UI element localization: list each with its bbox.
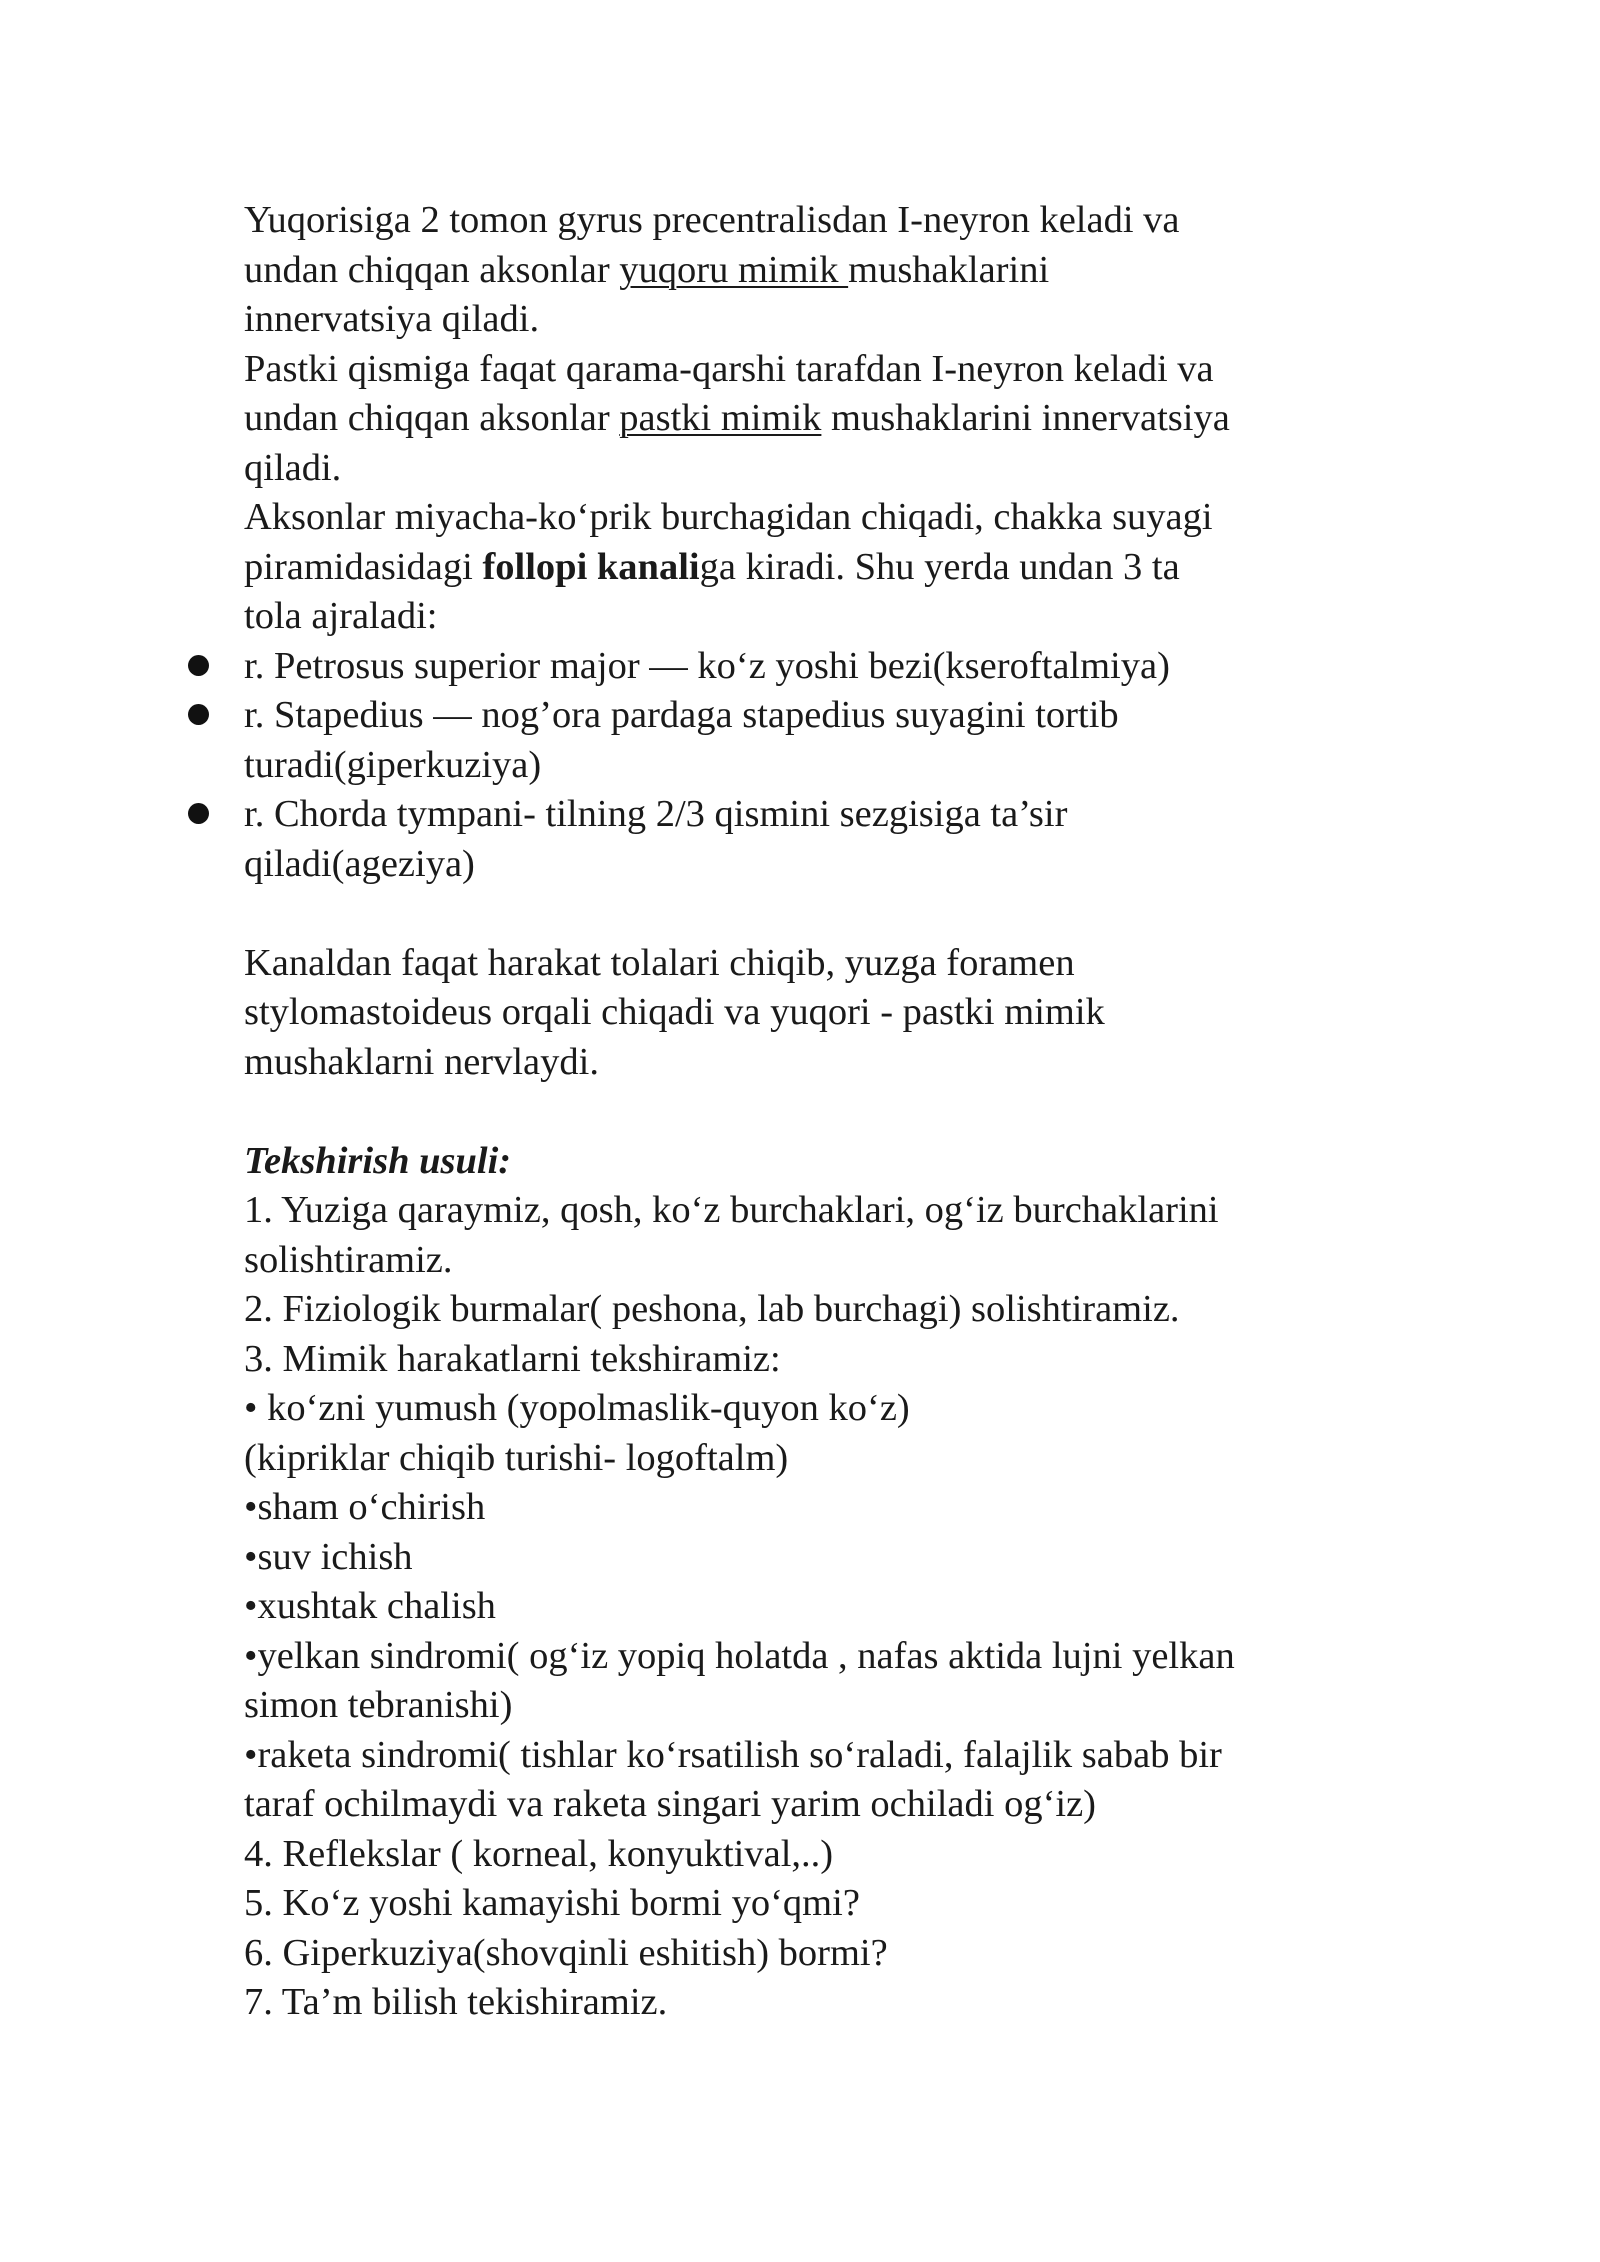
text-span: ga kiradi. Shu yerda undan 3 ta [699,545,1180,588]
bullet-icon [188,704,209,725]
text-line [244,394,1384,444]
exam-line: 7. Ta’m bilish tekishiramiz. [244,1981,668,2023]
spacer [244,889,1384,939]
exam-line: 6. Giperkuziya(shovqinli eshitish) bormi? [244,1931,888,1974]
text-line: r. Petrosus superior major — ko‘z yoshi bezi(kseroftalmiya) [244,644,1170,687]
paragraph-upper-mimic [244,196,1384,345]
list-item [244,691,1384,790]
text-span: mushaklarini [848,248,1050,291]
bullet-icon [188,655,209,676]
spacer [244,1087,1384,1137]
exam-line: 4. Reflekslar ( korneal, konyuktival,..) [244,1832,834,1875]
text-line: qiladi(ageziya) [244,842,475,885]
exam-line: (kipriklar chiqib turishi- logoftalm) [244,1436,789,1479]
underlined-term: yuqoru mimik [619,248,849,291]
exam-line: • ko‘zni yumush (yopolmaslik-quyon ko‘z) [244,1387,910,1429]
text-line: Aksonlar miyacha-ko‘prik burchagidan chiqadi, chakka suyagi [244,496,1213,538]
exam-line: •suv ichish [244,1535,413,1578]
text-span: undan chiqqan aksonlar [244,397,620,439]
exam-line: •xushtak chalish [244,1585,496,1627]
paragraph-lower-mimic [244,345,1384,494]
text-line: qiladi. [244,446,342,489]
text-line: Yuqorisiga 2 tomon gyrus precentralisdan I-neyron keladi va [244,199,1180,241]
exam-line: 3. Mimik harakatlarni tekshiramiz: [244,1337,781,1380]
exam-line: 5. Ko‘z yoshi kamayishi bormi yo‘qmi? [244,1882,860,1924]
exam-line: •sham o‘chirish [244,1486,486,1528]
text-line: r. Chorda tympani- tilning 2/3 qismini sezgisiga ta’sir [244,793,1068,835]
bullet-icon [188,803,209,824]
text-line: Pastki qismiga faqat qarama-qarshi tarafdan I-neyron keladi va [244,347,1214,390]
document-body [244,196,1384,2028]
list-item [244,642,1384,692]
paragraph-axons [244,493,1384,642]
exam-line-list [244,1186,1384,2028]
text-line: mushaklarni nervlaydi. [244,1040,599,1083]
examination-section [244,1137,1384,2028]
exam-line: •yelkan sindromi( og‘iz yopiq holatda , nafas aktida lujni yelkan [244,1634,1235,1677]
text-span: mushaklarini innervatsiya [821,397,1230,439]
text-line: innervatsiya qiladi. [244,298,540,340]
bold-term: follopi kanali [482,545,700,588]
list-item [244,790,1384,889]
text-line: turadi(giperkuziya) [244,743,542,786]
text-span: undan chiqqan aksonlar [244,248,620,291]
paragraph-canal [244,939,1384,1088]
exam-line: taraf ochilmaydi va raketa singari yarim ochiladi og‘iz) [244,1783,1097,1825]
exam-line: 2. Fiziologik burmalar( peshona, lab burchagi) solishtiramiz. [244,1288,1180,1330]
text-line [244,246,1384,296]
text-line: Kanaldan faqat harakat tolalari chiqib, yuzga foramen [244,941,1075,984]
exam-line: 1. Yuziga qaraymiz, qosh, ko‘z burchaklari, og‘iz burchaklarini [244,1189,1219,1231]
underlined-term: pastki mimik [619,397,822,439]
text-span: piramidasidagi [244,545,483,588]
exam-line: solishtiramiz. [244,1238,453,1281]
text-line: tola ajraladi: [244,595,438,637]
text-line: r. Stapedius — nog’ora pardaga stapedius suyagini tortib [244,694,1119,736]
branch-list [244,642,1384,890]
text-line: stylomastoideus orqali chiqadi va yuqori - pastki mimik [244,991,1105,1033]
section-heading: Tekshirish usuli: [244,1139,512,1182]
exam-line: •raketa sindromi( tishlar ko‘rsatilish so‘raladi, falajlik sabab bir [244,1733,1222,1776]
exam-line: simon tebranishi) [244,1684,513,1726]
text-line [244,543,1384,593]
